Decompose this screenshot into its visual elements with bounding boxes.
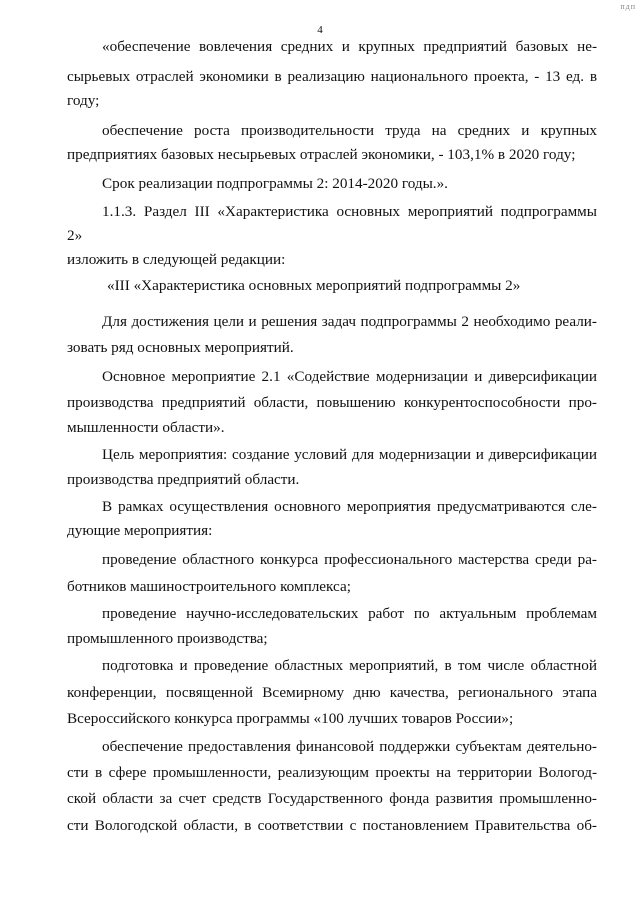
text-line: ботников машиностроительного комплекса; — [67, 578, 351, 595]
text-line: сти в сфере промышленности, реализующим проекты на территории Вологод- — [67, 764, 597, 781]
corner-mark: пдп — [620, 2, 636, 11]
text-line: проведение областного конкурса профессионального мастерства среди ра- — [102, 551, 597, 568]
text-line: проведение научно-исследовательских работ по актуальным проблемам — [102, 605, 597, 622]
text-line: дующие мероприятия: — [67, 522, 213, 539]
text-line: конференции, посвященной Всемирному дню качества, регионального этапа — [67, 684, 597, 701]
text-line: Для достижения цели и решения задач подпрограммы 2 необходимо реали- — [102, 313, 597, 330]
text-line: мышленности области». — [67, 419, 225, 436]
text-line: Цель мероприятия: создание условий для модернизации и диверсификации — [102, 446, 597, 463]
text-line: зовать ряд основных мероприятий. — [67, 339, 294, 356]
text-line: Срок реализации подпрограммы 2: 2014-2020 годы.». — [102, 175, 448, 192]
section-heading: «III «Характеристика основных мероприятий подпрограммы 2» — [107, 277, 521, 294]
page-number: 4 — [317, 24, 323, 36]
text-line: 1.1.3. Раздел III «Характеристика основных мероприятий подпрограммы — [102, 203, 597, 220]
text-line: ской области за счет средств Государственного фонда развития промышленно- — [67, 790, 597, 807]
text-line: В рамках осуществления основного мероприятия предусматриваются сле- — [102, 498, 597, 515]
text-line: производства предприятий области, повышению конкурентоспособности про- — [67, 394, 597, 411]
text-line: обеспечение роста производительности труда на средних и крупных — [102, 122, 597, 139]
text-line: подготовка и проведение областных мероприятий, в том числе областной — [102, 657, 597, 674]
text-line: изложить в следующей редакции: — [67, 251, 286, 268]
text-line: году; — [67, 92, 100, 109]
text-line: сти Вологодской области, в соответствии с постановлением Правительства об- — [67, 817, 597, 834]
text-line: Основное мероприятие 2.1 «Содействие модернизации и диверсификации — [102, 368, 597, 385]
text-line: предприятиях базовых несырьевых отраслей экономики, - 103,1% в 2020 году; — [67, 146, 576, 163]
text-line: «обеспечение вовлечения средних и крупных предприятий базовых не- — [102, 38, 597, 55]
text-line: производства предприятий области. — [67, 471, 300, 488]
text-line: 2» — [67, 227, 83, 244]
text-line: сырьевых отраслей экономики в реализацию национального проекта, - 13 ед. в — [67, 68, 597, 85]
text-line: Всероссийского конкурса программы «100 лучших товаров России»; — [67, 710, 514, 727]
text-line: обеспечение предоставления финансовой поддержки субъектам деятельно- — [102, 738, 597, 755]
text-line: промышленного производства; — [67, 630, 268, 647]
